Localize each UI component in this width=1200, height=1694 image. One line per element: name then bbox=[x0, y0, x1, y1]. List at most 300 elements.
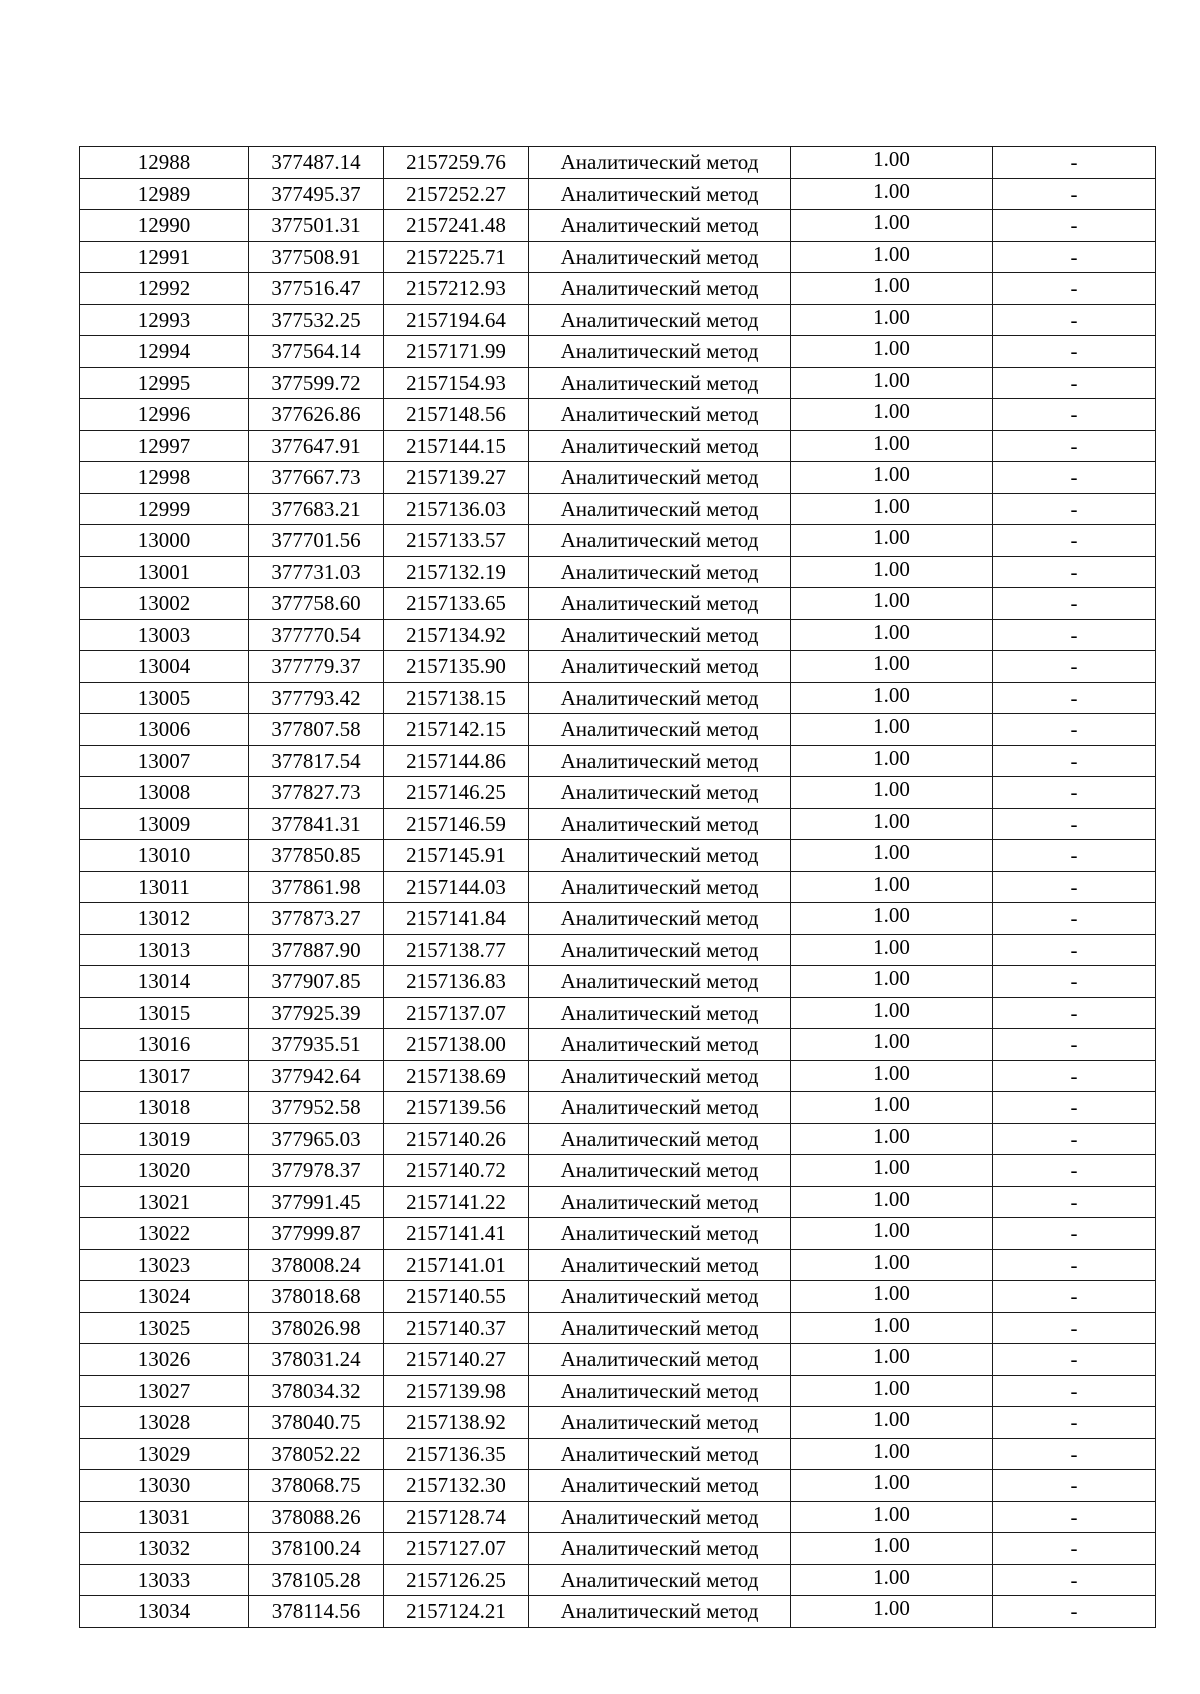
accuracy-cell bbox=[791, 147, 993, 179]
accuracy-cell bbox=[791, 1470, 993, 1502]
description-cell: - bbox=[993, 1218, 1156, 1250]
method-cell: Аналитический метод bbox=[529, 903, 791, 935]
accuracy-cell bbox=[791, 871, 993, 903]
x-coordinate-cell: 378100.24 bbox=[249, 1533, 384, 1565]
x-coordinate-cell: 377850.85 bbox=[249, 840, 384, 872]
accuracy-value: 1.00 bbox=[873, 1155, 910, 1180]
y-coordinate-cell: 2157142.15 bbox=[384, 714, 529, 746]
table-row bbox=[80, 808, 1156, 840]
table-row bbox=[80, 682, 1156, 714]
table-row bbox=[80, 147, 1156, 179]
accuracy-value: 1.00 bbox=[873, 997, 910, 1022]
method-cell: Аналитический метод bbox=[529, 1470, 791, 1502]
point-number-cell: 12990 bbox=[80, 210, 249, 242]
accuracy-value: 1.00 bbox=[873, 1596, 910, 1621]
point-number-cell: 13003 bbox=[80, 619, 249, 651]
point-number-cell: 13026 bbox=[80, 1344, 249, 1376]
accuracy-cell bbox=[791, 1501, 993, 1533]
accuracy-cell bbox=[791, 1533, 993, 1565]
x-coordinate-cell: 377991.45 bbox=[249, 1186, 384, 1218]
point-number-cell: 13017 bbox=[80, 1060, 249, 1092]
point-number-cell: 12996 bbox=[80, 399, 249, 431]
accuracy-value: 1.00 bbox=[873, 1501, 910, 1526]
method-cell: Аналитический метод bbox=[529, 178, 791, 210]
x-coordinate-cell: 377626.86 bbox=[249, 399, 384, 431]
y-coordinate-cell: 2157133.65 bbox=[384, 588, 529, 620]
accuracy-value: 1.00 bbox=[873, 1092, 910, 1117]
accuracy-value: 1.00 bbox=[873, 1564, 910, 1589]
accuracy-cell bbox=[791, 178, 993, 210]
description-cell: - bbox=[993, 588, 1156, 620]
point-number-cell: 13019 bbox=[80, 1123, 249, 1155]
description-cell: - bbox=[993, 304, 1156, 336]
accuracy-value: 1.00 bbox=[873, 1438, 910, 1463]
point-number-cell: 13005 bbox=[80, 682, 249, 714]
method-cell: Аналитический метод bbox=[529, 1501, 791, 1533]
point-number-cell: 13032 bbox=[80, 1533, 249, 1565]
accuracy-value: 1.00 bbox=[873, 808, 910, 833]
method-cell: Аналитический метод bbox=[529, 1249, 791, 1281]
y-coordinate-cell: 2157138.92 bbox=[384, 1407, 529, 1439]
description-cell: - bbox=[993, 210, 1156, 242]
accuracy-cell bbox=[791, 210, 993, 242]
x-coordinate-cell: 377731.03 bbox=[249, 556, 384, 588]
description-cell: - bbox=[993, 1186, 1156, 1218]
accuracy-value: 1.00 bbox=[873, 1312, 910, 1337]
method-cell: Аналитический метод bbox=[529, 556, 791, 588]
x-coordinate-cell: 377758.60 bbox=[249, 588, 384, 620]
table-row bbox=[80, 1123, 1156, 1155]
accuracy-cell bbox=[791, 1407, 993, 1439]
method-cell: Аналитический метод bbox=[529, 367, 791, 399]
x-coordinate-cell: 377841.31 bbox=[249, 808, 384, 840]
accuracy-value: 1.00 bbox=[873, 399, 910, 424]
description-cell: - bbox=[993, 1375, 1156, 1407]
x-coordinate-cell: 377508.91 bbox=[249, 241, 384, 273]
x-coordinate-cell: 377779.37 bbox=[249, 651, 384, 683]
method-cell: Аналитический метод bbox=[529, 147, 791, 179]
accuracy-value: 1.00 bbox=[873, 1281, 910, 1306]
accuracy-cell bbox=[791, 399, 993, 431]
accuracy-value: 1.00 bbox=[873, 1533, 910, 1558]
point-number-cell: 13008 bbox=[80, 777, 249, 809]
accuracy-value: 1.00 bbox=[873, 682, 910, 707]
point-number-cell: 13011 bbox=[80, 871, 249, 903]
x-coordinate-cell: 378068.75 bbox=[249, 1470, 384, 1502]
y-coordinate-cell: 2157141.22 bbox=[384, 1186, 529, 1218]
table-row bbox=[80, 210, 1156, 242]
table-row bbox=[80, 588, 1156, 620]
accuracy-cell bbox=[791, 903, 993, 935]
accuracy-value: 1.00 bbox=[873, 619, 910, 644]
description-cell: - bbox=[993, 1029, 1156, 1061]
description-cell: - bbox=[993, 1533, 1156, 1565]
y-coordinate-cell: 2157137.07 bbox=[384, 997, 529, 1029]
y-coordinate-cell: 2157138.77 bbox=[384, 934, 529, 966]
accuracy-cell bbox=[791, 241, 993, 273]
x-coordinate-cell: 377599.72 bbox=[249, 367, 384, 399]
description-cell: - bbox=[993, 777, 1156, 809]
x-coordinate-cell: 377952.58 bbox=[249, 1092, 384, 1124]
accuracy-value: 1.00 bbox=[873, 1375, 910, 1400]
y-coordinate-cell: 2157225.71 bbox=[384, 241, 529, 273]
x-coordinate-cell: 377532.25 bbox=[249, 304, 384, 336]
x-coordinate-cell: 377793.42 bbox=[249, 682, 384, 714]
description-cell: - bbox=[993, 682, 1156, 714]
method-cell: Аналитический метод bbox=[529, 1155, 791, 1187]
table-row bbox=[80, 1060, 1156, 1092]
table-row bbox=[80, 777, 1156, 809]
method-cell: Аналитический метод bbox=[529, 304, 791, 336]
point-number-cell: 13027 bbox=[80, 1375, 249, 1407]
y-coordinate-cell: 2157140.72 bbox=[384, 1155, 529, 1187]
y-coordinate-cell: 2157136.83 bbox=[384, 966, 529, 998]
x-coordinate-cell: 377501.31 bbox=[249, 210, 384, 242]
description-cell: - bbox=[993, 1344, 1156, 1376]
accuracy-cell bbox=[791, 525, 993, 557]
point-number-cell: 13001 bbox=[80, 556, 249, 588]
method-cell: Аналитический метод bbox=[529, 462, 791, 494]
y-coordinate-cell: 2157124.21 bbox=[384, 1596, 529, 1628]
x-coordinate-cell: 377770.54 bbox=[249, 619, 384, 651]
point-number-cell: 13004 bbox=[80, 651, 249, 683]
y-coordinate-cell: 2157259.76 bbox=[384, 147, 529, 179]
description-cell: - bbox=[993, 430, 1156, 462]
table-row bbox=[80, 430, 1156, 462]
point-number-cell: 13016 bbox=[80, 1029, 249, 1061]
method-cell: Аналитический метод bbox=[529, 1312, 791, 1344]
x-coordinate-cell: 378008.24 bbox=[249, 1249, 384, 1281]
table-row bbox=[80, 1281, 1156, 1313]
y-coordinate-cell: 2157141.84 bbox=[384, 903, 529, 935]
point-number-cell: 12997 bbox=[80, 430, 249, 462]
accuracy-cell bbox=[791, 1596, 993, 1628]
description-cell: - bbox=[993, 997, 1156, 1029]
y-coordinate-cell: 2157171.99 bbox=[384, 336, 529, 368]
table-row bbox=[80, 1218, 1156, 1250]
table-row bbox=[80, 525, 1156, 557]
method-cell: Аналитический метод bbox=[529, 997, 791, 1029]
table-row bbox=[80, 619, 1156, 651]
x-coordinate-cell: 377683.21 bbox=[249, 493, 384, 525]
description-cell: - bbox=[993, 367, 1156, 399]
accuracy-value: 1.00 bbox=[873, 178, 910, 203]
table-row bbox=[80, 304, 1156, 336]
x-coordinate-cell: 377564.14 bbox=[249, 336, 384, 368]
point-number-cell: 13028 bbox=[80, 1407, 249, 1439]
point-number-cell: 13031 bbox=[80, 1501, 249, 1533]
table-row bbox=[80, 1596, 1156, 1628]
accuracy-cell bbox=[791, 273, 993, 305]
method-cell: Аналитический метод bbox=[529, 934, 791, 966]
x-coordinate-cell: 377873.27 bbox=[249, 903, 384, 935]
accuracy-cell bbox=[791, 1281, 993, 1313]
table-row bbox=[80, 997, 1156, 1029]
x-coordinate-cell: 377667.73 bbox=[249, 462, 384, 494]
description-cell: - bbox=[993, 1438, 1156, 1470]
accuracy-cell bbox=[791, 1312, 993, 1344]
y-coordinate-cell: 2157132.19 bbox=[384, 556, 529, 588]
y-coordinate-cell: 2157194.64 bbox=[384, 304, 529, 336]
y-coordinate-cell: 2157138.00 bbox=[384, 1029, 529, 1061]
description-cell: - bbox=[993, 808, 1156, 840]
point-number-cell: 12994 bbox=[80, 336, 249, 368]
method-cell: Аналитический метод bbox=[529, 777, 791, 809]
y-coordinate-cell: 2157144.86 bbox=[384, 745, 529, 777]
description-cell: - bbox=[993, 493, 1156, 525]
y-coordinate-cell: 2157133.57 bbox=[384, 525, 529, 557]
point-number-cell: 13002 bbox=[80, 588, 249, 620]
accuracy-value: 1.00 bbox=[873, 903, 910, 928]
description-cell: - bbox=[993, 147, 1156, 179]
accuracy-value: 1.00 bbox=[873, 714, 910, 739]
accuracy-value: 1.00 bbox=[873, 430, 910, 455]
accuracy-cell bbox=[791, 1186, 993, 1218]
coordinates-table-body bbox=[80, 147, 1156, 1628]
description-cell: - bbox=[993, 462, 1156, 494]
table-row bbox=[80, 871, 1156, 903]
y-coordinate-cell: 2157136.35 bbox=[384, 1438, 529, 1470]
x-coordinate-cell: 378088.26 bbox=[249, 1501, 384, 1533]
point-number-cell: 12988 bbox=[80, 147, 249, 179]
point-number-cell: 13023 bbox=[80, 1249, 249, 1281]
x-coordinate-cell: 378052.22 bbox=[249, 1438, 384, 1470]
accuracy-value: 1.00 bbox=[873, 1249, 910, 1274]
y-coordinate-cell: 2157132.30 bbox=[384, 1470, 529, 1502]
accuracy-cell bbox=[791, 1375, 993, 1407]
description-cell: - bbox=[993, 241, 1156, 273]
point-number-cell: 12992 bbox=[80, 273, 249, 305]
accuracy-cell bbox=[791, 336, 993, 368]
description-cell: - bbox=[993, 934, 1156, 966]
y-coordinate-cell: 2157140.27 bbox=[384, 1344, 529, 1376]
accuracy-value: 1.00 bbox=[873, 367, 910, 392]
description-cell: - bbox=[993, 1470, 1156, 1502]
accuracy-cell bbox=[791, 1092, 993, 1124]
accuracy-value: 1.00 bbox=[873, 777, 910, 802]
x-coordinate-cell: 377978.37 bbox=[249, 1155, 384, 1187]
accuracy-value: 1.00 bbox=[873, 1344, 910, 1369]
accuracy-value: 1.00 bbox=[873, 493, 910, 518]
accuracy-value: 1.00 bbox=[873, 273, 910, 298]
description-cell: - bbox=[993, 745, 1156, 777]
table-row bbox=[80, 273, 1156, 305]
description-cell: - bbox=[993, 871, 1156, 903]
method-cell: Аналитический метод bbox=[529, 1375, 791, 1407]
y-coordinate-cell: 2157128.74 bbox=[384, 1501, 529, 1533]
y-coordinate-cell: 2157141.41 bbox=[384, 1218, 529, 1250]
accuracy-value: 1.00 bbox=[873, 1186, 910, 1211]
accuracy-value: 1.00 bbox=[873, 934, 910, 959]
method-cell: Аналитический метод bbox=[529, 1438, 791, 1470]
accuracy-value: 1.00 bbox=[873, 336, 910, 361]
description-cell: - bbox=[993, 903, 1156, 935]
accuracy-value: 1.00 bbox=[873, 462, 910, 487]
x-coordinate-cell: 377965.03 bbox=[249, 1123, 384, 1155]
x-coordinate-cell: 377807.58 bbox=[249, 714, 384, 746]
point-number-cell: 13024 bbox=[80, 1281, 249, 1313]
accuracy-cell bbox=[791, 367, 993, 399]
point-number-cell: 13025 bbox=[80, 1312, 249, 1344]
accuracy-value: 1.00 bbox=[873, 1470, 910, 1495]
table-row bbox=[80, 178, 1156, 210]
y-coordinate-cell: 2157241.48 bbox=[384, 210, 529, 242]
accuracy-cell bbox=[791, 714, 993, 746]
y-coordinate-cell: 2157135.90 bbox=[384, 651, 529, 683]
method-cell: Аналитический метод bbox=[529, 1186, 791, 1218]
accuracy-value: 1.00 bbox=[873, 241, 910, 266]
table-row bbox=[80, 1501, 1156, 1533]
point-number-cell: 12995 bbox=[80, 367, 249, 399]
point-number-cell: 13018 bbox=[80, 1092, 249, 1124]
point-number-cell: 12998 bbox=[80, 462, 249, 494]
table-row bbox=[80, 651, 1156, 683]
coordinates-table bbox=[79, 146, 1156, 1628]
y-coordinate-cell: 2157140.55 bbox=[384, 1281, 529, 1313]
x-coordinate-cell: 377935.51 bbox=[249, 1029, 384, 1061]
x-coordinate-cell: 377861.98 bbox=[249, 871, 384, 903]
x-coordinate-cell: 377887.90 bbox=[249, 934, 384, 966]
y-coordinate-cell: 2157145.91 bbox=[384, 840, 529, 872]
accuracy-value: 1.00 bbox=[873, 1060, 910, 1085]
x-coordinate-cell: 377999.87 bbox=[249, 1218, 384, 1250]
x-coordinate-cell: 378026.98 bbox=[249, 1312, 384, 1344]
accuracy-cell bbox=[791, 556, 993, 588]
table-row bbox=[80, 934, 1156, 966]
x-coordinate-cell: 377701.56 bbox=[249, 525, 384, 557]
table-row bbox=[80, 1470, 1156, 1502]
table-row bbox=[80, 1029, 1156, 1061]
accuracy-value: 1.00 bbox=[873, 210, 910, 235]
description-cell: - bbox=[993, 1312, 1156, 1344]
table-row bbox=[80, 462, 1156, 494]
method-cell: Аналитический метод bbox=[529, 1344, 791, 1376]
method-cell: Аналитический метод bbox=[529, 966, 791, 998]
table-row bbox=[80, 1312, 1156, 1344]
x-coordinate-cell: 378114.56 bbox=[249, 1596, 384, 1628]
accuracy-cell bbox=[791, 1060, 993, 1092]
description-cell: - bbox=[993, 1281, 1156, 1313]
y-coordinate-cell: 2157144.15 bbox=[384, 430, 529, 462]
method-cell: Аналитический метод bbox=[529, 399, 791, 431]
table-row bbox=[80, 241, 1156, 273]
description-cell: - bbox=[993, 525, 1156, 557]
y-coordinate-cell: 2157252.27 bbox=[384, 178, 529, 210]
table-row bbox=[80, 966, 1156, 998]
table-row bbox=[80, 1407, 1156, 1439]
table-row bbox=[80, 1186, 1156, 1218]
method-cell: Аналитический метод bbox=[529, 840, 791, 872]
description-cell: - bbox=[993, 556, 1156, 588]
description-cell: - bbox=[993, 1564, 1156, 1596]
y-coordinate-cell: 2157126.25 bbox=[384, 1564, 529, 1596]
accuracy-cell bbox=[791, 745, 993, 777]
description-cell: - bbox=[993, 1060, 1156, 1092]
x-coordinate-cell: 377516.47 bbox=[249, 273, 384, 305]
x-coordinate-cell: 378040.75 bbox=[249, 1407, 384, 1439]
table-row bbox=[80, 1155, 1156, 1187]
method-cell: Аналитический метод bbox=[529, 714, 791, 746]
y-coordinate-cell: 2157127.07 bbox=[384, 1533, 529, 1565]
y-coordinate-cell: 2157139.98 bbox=[384, 1375, 529, 1407]
method-cell: Аналитический метод bbox=[529, 1564, 791, 1596]
method-cell: Аналитический метод bbox=[529, 1092, 791, 1124]
table-row bbox=[80, 714, 1156, 746]
y-coordinate-cell: 2157140.26 bbox=[384, 1123, 529, 1155]
method-cell: Аналитический метод bbox=[529, 210, 791, 242]
method-cell: Аналитический метод bbox=[529, 241, 791, 273]
description-cell: - bbox=[993, 966, 1156, 998]
point-number-cell: 13029 bbox=[80, 1438, 249, 1470]
method-cell: Аналитический метод bbox=[529, 745, 791, 777]
point-number-cell: 13022 bbox=[80, 1218, 249, 1250]
x-coordinate-cell: 377487.14 bbox=[249, 147, 384, 179]
method-cell: Аналитический метод bbox=[529, 1029, 791, 1061]
y-coordinate-cell: 2157136.03 bbox=[384, 493, 529, 525]
x-coordinate-cell: 378018.68 bbox=[249, 1281, 384, 1313]
method-cell: Аналитический метод bbox=[529, 588, 791, 620]
table-row bbox=[80, 1564, 1156, 1596]
description-cell: - bbox=[993, 651, 1156, 683]
accuracy-cell bbox=[791, 493, 993, 525]
x-coordinate-cell: 377827.73 bbox=[249, 777, 384, 809]
point-number-cell: 13000 bbox=[80, 525, 249, 557]
point-number-cell: 12999 bbox=[80, 493, 249, 525]
accuracy-cell bbox=[791, 1344, 993, 1376]
description-cell: - bbox=[993, 1155, 1156, 1187]
y-coordinate-cell: 2157144.03 bbox=[384, 871, 529, 903]
method-cell: Аналитический метод bbox=[529, 808, 791, 840]
accuracy-value: 1.00 bbox=[873, 745, 910, 770]
accuracy-cell bbox=[791, 1249, 993, 1281]
x-coordinate-cell: 378105.28 bbox=[249, 1564, 384, 1596]
method-cell: Аналитический метод bbox=[529, 336, 791, 368]
x-coordinate-cell: 377925.39 bbox=[249, 997, 384, 1029]
table-row bbox=[80, 903, 1156, 935]
point-number-cell: 13015 bbox=[80, 997, 249, 1029]
table-row bbox=[80, 1375, 1156, 1407]
accuracy-cell bbox=[791, 1155, 993, 1187]
point-number-cell: 13013 bbox=[80, 934, 249, 966]
method-cell: Аналитический метод bbox=[529, 871, 791, 903]
method-cell: Аналитический метод bbox=[529, 1533, 791, 1565]
table-row bbox=[80, 399, 1156, 431]
accuracy-value: 1.00 bbox=[873, 1123, 910, 1148]
description-cell: - bbox=[993, 178, 1156, 210]
accuracy-cell bbox=[791, 934, 993, 966]
accuracy-cell bbox=[791, 777, 993, 809]
method-cell: Аналитический метод bbox=[529, 430, 791, 462]
description-cell: - bbox=[993, 399, 1156, 431]
accuracy-cell bbox=[791, 966, 993, 998]
description-cell: - bbox=[993, 1123, 1156, 1155]
point-number-cell: 12991 bbox=[80, 241, 249, 273]
accuracy-cell bbox=[791, 840, 993, 872]
method-cell: Аналитический метод bbox=[529, 493, 791, 525]
table-row bbox=[80, 1533, 1156, 1565]
accuracy-value: 1.00 bbox=[873, 840, 910, 865]
accuracy-value: 1.00 bbox=[873, 651, 910, 676]
point-number-cell: 13034 bbox=[80, 1596, 249, 1628]
point-number-cell: 13007 bbox=[80, 745, 249, 777]
point-number-cell: 13020 bbox=[80, 1155, 249, 1187]
y-coordinate-cell: 2157138.69 bbox=[384, 1060, 529, 1092]
accuracy-cell bbox=[791, 1218, 993, 1250]
accuracy-value: 1.00 bbox=[873, 1029, 910, 1054]
method-cell: Аналитический метод bbox=[529, 273, 791, 305]
method-cell: Аналитический метод bbox=[529, 619, 791, 651]
accuracy-cell bbox=[791, 1029, 993, 1061]
